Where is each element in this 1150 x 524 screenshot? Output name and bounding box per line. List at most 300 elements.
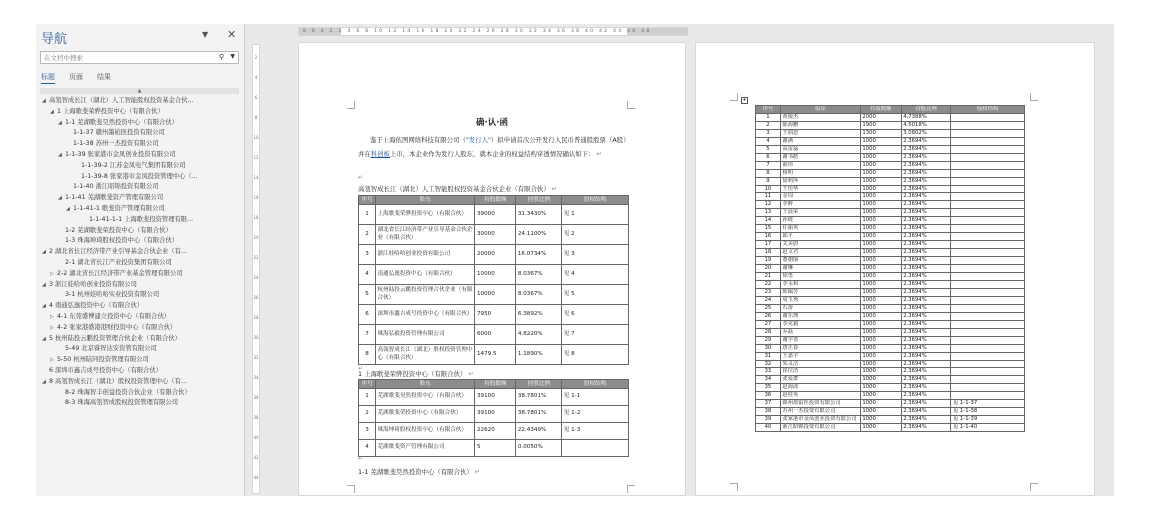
expand-arrow-icon[interactable]: ▷ (50, 270, 54, 277)
table-cell[interactable]: 黄俊杰 (780, 113, 860, 121)
table-cell[interactable] (951, 153, 1025, 161)
nav-heading-item[interactable] (36, 150, 245, 161)
nav-heading-item[interactable] (36, 388, 245, 399)
table-cell[interactable]: 2.3694% (901, 392, 951, 400)
table-cell[interactable] (951, 312, 1025, 320)
table-row[interactable] (756, 129, 1025, 137)
table-cell[interactable] (951, 376, 1025, 384)
table-cell[interactable]: 2.3694% (901, 177, 951, 185)
table-cell[interactable]: 1000 (860, 225, 901, 233)
table-cell[interactable]: 2.3694% (901, 336, 951, 344)
table-cell[interactable]: 1000 (860, 273, 901, 281)
table-cell[interactable]: 1.1890% (516, 345, 562, 365)
table-cell[interactable]: 邱平 (780, 233, 860, 241)
table-cell[interactable]: 谢满 (780, 137, 860, 145)
table-cell[interactable]: 2.3694% (901, 424, 951, 432)
shareholder-table[interactable] (358, 379, 629, 457)
table-cell[interactable]: 20 (756, 265, 781, 273)
search-icon[interactable]: ⚲ (218, 53, 224, 61)
nav-heading-item[interactable] (36, 107, 245, 118)
table-cell[interactable]: 23 (756, 288, 781, 296)
table-cell[interactable]: 见 5 (562, 285, 629, 305)
nav-heading-item[interactable] (36, 269, 245, 280)
table-cell[interactable]: 1000 (860, 392, 901, 400)
tab-pages[interactable]: 页面 (69, 73, 83, 81)
nav-scroll-up-icon[interactable]: ▲ (40, 88, 239, 94)
table-cell[interactable]: 28 (756, 328, 781, 336)
table-cell[interactable]: 38.7801% (516, 406, 562, 423)
nav-heading-item[interactable] (36, 193, 245, 204)
nav-close-icon[interactable]: ✕ (227, 28, 237, 41)
table-cell[interactable] (951, 273, 1025, 281)
table-cell[interactable]: 1000 (860, 360, 901, 368)
table-cell[interactable]: 1000 (860, 209, 901, 217)
table-cell[interactable]: 1000 (860, 241, 901, 249)
table-cell[interactable]: 谢书皓 (780, 153, 860, 161)
table-cell[interactable]: 25 (756, 304, 781, 312)
table-cell[interactable]: 1000 (860, 376, 901, 384)
table-cell[interactable]: 2.3694% (901, 273, 951, 281)
table-row[interactable] (756, 416, 1025, 424)
table-row[interactable] (756, 328, 1025, 336)
table-cell[interactable]: 1000 (860, 328, 901, 336)
shareholder-table[interactable] (755, 105, 1025, 432)
table-cell[interactable]: 3 (359, 245, 376, 265)
nav-heading-item[interactable] (36, 280, 245, 291)
table-row[interactable] (359, 225, 629, 245)
table-caption[interactable]: 1-1 芜湖歌斐昊然投资中心（有限合伙） ↵ (358, 468, 481, 476)
table-row[interactable] (756, 392, 1025, 400)
table-row[interactable] (756, 177, 1025, 185)
table-cell[interactable]: 石涛 (780, 304, 860, 312)
search-dropdown-icon[interactable]: ▼ (230, 53, 235, 60)
table-cell[interactable]: 39100 (475, 389, 516, 406)
table-cell[interactable] (951, 137, 1025, 145)
table-cell[interactable]: 2.3694% (901, 153, 951, 161)
table-row[interactable] (359, 389, 629, 406)
table-row[interactable] (756, 408, 1025, 416)
table-cell[interactable]: 赵文君 (780, 249, 860, 257)
table-row[interactable] (756, 145, 1025, 153)
table-cell[interactable]: 3.0802% (901, 129, 951, 137)
table-cell[interactable]: 徐勇 (780, 273, 860, 281)
expand-arrow-icon[interactable]: ◢ (58, 195, 62, 202)
table-row[interactable] (756, 344, 1025, 352)
table-cell[interactable]: 10000 (475, 285, 516, 305)
table-cell[interactable]: 珠海弘毅投资管理有限公司 (375, 325, 475, 345)
table-cell[interactable]: 1000 (860, 185, 901, 193)
table-row[interactable] (756, 153, 1025, 161)
table-cell[interactable]: 10 (756, 185, 781, 193)
table-cell[interactable]: 俞伟 (780, 161, 860, 169)
table-cell[interactable]: 2.3694% (901, 384, 951, 392)
table-cell[interactable]: 1000 (860, 249, 901, 257)
table-cell[interactable]: 24.1100% (516, 225, 562, 245)
nav-heading-item[interactable] (36, 204, 245, 215)
table-cell[interactable]: 12 (756, 201, 781, 209)
table-row[interactable] (756, 113, 1025, 121)
table-cell[interactable]: 16 (756, 233, 781, 241)
table-cell[interactable]: 1000 (860, 169, 901, 177)
table-row[interactable] (359, 245, 629, 265)
nav-heading-item[interactable] (36, 139, 245, 150)
table-cell[interactable]: 4.5018% (901, 121, 951, 129)
table-cell[interactable]: 见 1-1 (562, 389, 629, 406)
table-cell[interactable]: 1000 (860, 201, 901, 209)
table-cell[interactable]: 5 (475, 440, 516, 457)
table-cell[interactable]: 高雷磊 (780, 145, 860, 153)
table-cell[interactable] (951, 280, 1025, 288)
table-cell[interactable]: 7 (756, 161, 781, 169)
table-cell[interactable]: 22 (756, 280, 781, 288)
table-cell[interactable] (951, 249, 1025, 257)
table-cell[interactable]: 4 (359, 440, 376, 457)
table-cell[interactable]: 3 (359, 423, 376, 440)
table-cell[interactable]: 29 (756, 336, 781, 344)
table-row[interactable] (756, 352, 1025, 360)
table-cell[interactable]: 22620 (475, 423, 516, 440)
table-cell[interactable]: 2.3694% (901, 169, 951, 177)
table-cell[interactable]: 杨明 (780, 169, 860, 177)
table-row[interactable] (359, 440, 629, 457)
table-cell[interactable]: 1000 (860, 257, 901, 265)
table-cell[interactable] (951, 328, 1025, 336)
table-cell[interactable]: 2.3694% (901, 280, 951, 288)
table-cell[interactable]: 周玉秀 (780, 296, 860, 304)
table-cell[interactable]: 18 (756, 249, 781, 257)
table-cell[interactable]: 王晨荣 (780, 209, 860, 217)
table-cell[interactable]: 8.0367% (516, 285, 562, 305)
nav-heading-item[interactable] (36, 182, 245, 193)
table-cell[interactable]: 4 (756, 137, 781, 145)
table-cell[interactable]: 1000 (860, 400, 901, 408)
table-cell[interactable]: 1000 (860, 265, 901, 273)
table-cell[interactable] (951, 177, 1025, 185)
table-cell[interactable]: 2.3694% (901, 416, 951, 424)
table-row[interactable] (359, 205, 629, 225)
table-cell[interactable]: 4 (359, 265, 376, 285)
table-cell[interactable]: 1000 (860, 320, 901, 328)
table-row[interactable] (359, 285, 629, 305)
table-caption[interactable]: 1 上海歌斐荣骅投资中心（有限合伙） ↵ (358, 370, 474, 378)
table-row[interactable] (756, 288, 1025, 296)
table-cell[interactable]: 36 (756, 392, 781, 400)
table-row[interactable] (359, 265, 629, 285)
table-cell[interactable]: 13 (756, 209, 781, 217)
table-cell[interactable]: 张爱群 (780, 376, 860, 384)
table-cell[interactable]: 1000 (860, 352, 901, 360)
table-cell[interactable]: 陈海鹏 (780, 121, 860, 129)
table-cell[interactable] (951, 129, 1025, 137)
table-cell[interactable]: 2.3694% (901, 288, 951, 296)
table-cell[interactable]: 任丽英 (780, 225, 860, 233)
table-row[interactable] (359, 423, 629, 440)
table-cell[interactable]: 1000 (860, 424, 901, 432)
table-cell[interactable]: 1000 (860, 288, 901, 296)
table-cell[interactable]: 张家港市金凤创业投资有限公司 (780, 416, 860, 424)
table-cell[interactable]: 孙琏 (780, 217, 860, 225)
table-cell[interactable]: 1000 (860, 304, 901, 312)
table-cell[interactable]: 2.3694% (901, 233, 951, 241)
table-cell[interactable] (951, 185, 1025, 193)
table-cell[interactable]: 2.3694% (901, 400, 951, 408)
expand-arrow-icon[interactable]: ▷ (50, 324, 54, 331)
table-cell[interactable]: 谢学善 (780, 336, 860, 344)
table-cell[interactable] (951, 145, 1025, 153)
table-cell[interactable]: 2.3694% (901, 296, 951, 304)
nav-search-input[interactable] (40, 51, 239, 64)
table-row[interactable] (756, 360, 1025, 368)
table-row[interactable] (756, 225, 1025, 233)
nav-heading-item[interactable] (36, 215, 245, 226)
table-cell[interactable]: 1000 (860, 280, 901, 288)
table-cell[interactable]: 2.3694% (901, 408, 951, 416)
table-cell[interactable]: 李克毅 (780, 320, 860, 328)
table-row[interactable] (756, 201, 1025, 209)
nav-heading-item[interactable] (36, 344, 245, 355)
nav-options-chevron-icon[interactable]: ▼ (202, 30, 209, 39)
table-cell[interactable]: 8 (359, 345, 376, 365)
document-page-2[interactable] (695, 42, 1095, 496)
expand-arrow-icon[interactable]: ▷ (50, 313, 54, 320)
table-cell[interactable]: 32 (756, 360, 781, 368)
table-cell[interactable]: 1000 (860, 416, 901, 424)
table-cell[interactable]: 2.3694% (901, 201, 951, 209)
table-row[interactable] (756, 273, 1025, 281)
table-cell[interactable]: 杭州陆投云鹏投资管理合伙企业（有限合伙） (375, 285, 475, 305)
table-cell[interactable] (951, 368, 1025, 376)
table-cell[interactable]: 珠海坤琦股权投资中心（有限合伙） (375, 423, 475, 440)
table-cell[interactable]: 2.3694% (901, 360, 951, 368)
table-cell[interactable]: 赣州墨铂医投资有限公司 (780, 400, 860, 408)
table-cell[interactable] (951, 344, 1025, 352)
table-cell[interactable]: 1000 (860, 145, 901, 153)
table-cell[interactable]: 35 (756, 384, 781, 392)
table-row[interactable] (359, 325, 629, 345)
table-cell[interactable]: 38.7801% (516, 389, 562, 406)
table-cell[interactable] (951, 241, 1025, 249)
table-cell[interactable]: 10000 (475, 265, 516, 285)
table-row[interactable] (756, 209, 1025, 217)
table-cell[interactable]: 王润恩 (780, 129, 860, 137)
table-cell[interactable]: 浙江娃哈哈创业投资有限公司 (375, 245, 475, 265)
nav-heading-item[interactable] (36, 312, 245, 323)
table-row[interactable] (756, 185, 1025, 193)
table-cell[interactable]: 2.3694% (901, 193, 951, 201)
table-cell[interactable]: 2.3694% (901, 344, 951, 352)
table-cell[interactable]: 30000 (475, 225, 516, 245)
tab-headings[interactable]: 标题 (41, 72, 55, 84)
table-cell[interactable]: 李鲜 (780, 201, 860, 209)
nav-heading-item[interactable] (36, 161, 245, 172)
table-cell[interactable]: 2 (359, 406, 376, 423)
table-cell[interactable]: 17 (756, 241, 781, 249)
table-cell[interactable]: 22.4349% (516, 423, 562, 440)
table-cell[interactable] (951, 265, 1025, 273)
table-cell[interactable]: 2.3694% (901, 161, 951, 169)
body-paragraph[interactable]: 鉴于上海依图网络科技有限公司（"发行人"）拟申请首次公开发行人民币普通股股票（A股）并在科创板上市，本企业作为发行人股东，就本企业的权益结构穿透情况确认如下： ↵ (358, 136, 630, 158)
table-cell[interactable]: 7 (359, 325, 376, 345)
table-cell[interactable]: 38 (756, 408, 781, 416)
table-cell[interactable] (951, 336, 1025, 344)
table-cell[interactable] (951, 296, 1025, 304)
table-row[interactable] (756, 312, 1025, 320)
table-cell[interactable]: 16.0734% (516, 245, 562, 265)
table-cell[interactable]: 乔磊 (780, 328, 860, 336)
table-cell[interactable]: 1000 (860, 296, 901, 304)
table-cell[interactable]: 见 6 (562, 305, 629, 325)
table-cell[interactable]: 2000 (860, 113, 901, 121)
table-cell[interactable]: 7950 (475, 305, 516, 325)
table-cell[interactable]: 2.3694% (901, 328, 951, 336)
table-cell[interactable]: 1 (359, 389, 376, 406)
table-cell[interactable] (951, 169, 1025, 177)
table-cell[interactable]: 湖北省长江经济带产业引导基金合伙企业（有限合伙） (375, 225, 475, 245)
nav-heading-item[interactable] (36, 226, 245, 237)
table-cell[interactable]: 朱灵洁 (780, 360, 860, 368)
table-cell[interactable]: 王嘉宇 (780, 352, 860, 360)
expand-arrow-icon[interactable]: ◢ (58, 119, 62, 126)
table-cell[interactable]: 0.0050% (516, 440, 562, 457)
table-cell[interactable]: 苏州一杰投资有限公司 (780, 408, 860, 416)
nav-heading-item[interactable] (36, 323, 245, 334)
table-row[interactable] (756, 400, 1025, 408)
nav-heading-item[interactable] (36, 247, 245, 258)
table-row[interactable] (756, 241, 1025, 249)
table-cell[interactable]: 1000 (860, 177, 901, 185)
table-cell[interactable]: 31.3430% (516, 205, 562, 225)
table-caption[interactable]: 高瓴智成长江（湖北）人工智能股权投资基金合伙企业（有限合伙） ↵ (358, 185, 558, 193)
nav-heading-item[interactable] (36, 377, 245, 388)
table-cell[interactable]: 李永和 (780, 280, 860, 288)
table-cell[interactable] (951, 320, 1025, 328)
table-cell[interactable] (951, 304, 1025, 312)
table-cell[interactable] (951, 217, 1025, 225)
table-cell[interactable]: 2.3694% (901, 185, 951, 193)
table-cell[interactable]: 1000 (860, 408, 901, 416)
table-cell[interactable]: 见 1-1-38 (951, 408, 1025, 416)
table-cell[interactable]: 高瓴智成长江（湖北）股权投资管理中心（有限合伙） (375, 345, 475, 365)
table-cell[interactable]: 1000 (860, 217, 901, 225)
table-cell[interactable]: 唐正春 (780, 344, 860, 352)
table-row[interactable] (756, 424, 1025, 432)
table-cell[interactable]: 艾美蔚 (780, 241, 860, 249)
table-cell[interactable]: 见 1-1-37 (951, 400, 1025, 408)
table-cell[interactable]: 赵桂英 (780, 392, 860, 400)
table-cell[interactable]: 见 1-3 (562, 423, 629, 440)
table-row[interactable] (756, 233, 1025, 241)
table-cell[interactable]: 上海歌斐荣骅投资中心（有限合伙） (375, 205, 475, 225)
expand-arrow-icon[interactable]: ◢ (66, 205, 70, 212)
table-cell[interactable]: 2 (756, 121, 781, 129)
table-cell[interactable]: 20000 (475, 245, 516, 265)
table-cell[interactable]: 2.3694% (901, 225, 951, 233)
table-cell[interactable]: 37 (756, 400, 781, 408)
table-cell[interactable]: 1000 (860, 193, 901, 201)
nav-heading-item[interactable] (36, 334, 245, 345)
table-cell[interactable] (951, 121, 1025, 129)
nav-heading-item[interactable] (36, 128, 245, 139)
expand-arrow-icon[interactable]: ◢ (42, 281, 46, 288)
expand-arrow-icon[interactable]: ◢ (42, 303, 46, 310)
nav-heading-item[interactable] (36, 355, 245, 366)
table-cell[interactable]: 14 (756, 217, 781, 225)
table-cell[interactable]: 39 (756, 416, 781, 424)
table-cell[interactable]: 1 (359, 205, 376, 225)
expand-arrow-icon[interactable]: ◢ (58, 151, 62, 158)
table-cell[interactable]: 1000 (860, 233, 901, 241)
table-row[interactable] (756, 193, 1025, 201)
nav-heading-item[interactable] (36, 258, 245, 269)
table-row[interactable] (756, 376, 1025, 384)
table-cell[interactable]: 谢琳 (780, 265, 860, 273)
table-cell[interactable]: 39000 (475, 205, 516, 225)
table-cell[interactable]: 1000 (860, 336, 901, 344)
table-cell[interactable]: 见 1-1-40 (951, 424, 1025, 432)
table-row[interactable] (756, 137, 1025, 145)
table-cell[interactable]: 5 (756, 145, 781, 153)
table-cell[interactable]: 见 1-2 (562, 406, 629, 423)
table-cell[interactable]: 王恒华 (780, 185, 860, 193)
table-cell[interactable]: 2.3694% (901, 304, 951, 312)
table-cell[interactable]: 见 4 (562, 265, 629, 285)
table-cell[interactable]: 8.0367% (516, 265, 562, 285)
nav-heading-item[interactable] (36, 301, 245, 312)
nav-heading-item[interactable] (36, 172, 245, 183)
table-cell[interactable]: 33 (756, 368, 781, 376)
table-cell[interactable]: 21 (756, 273, 781, 281)
expand-arrow-icon[interactable]: ◢ (42, 335, 46, 342)
table-cell[interactable]: 芜湖歌斐昊然投资中心（有限合伙） (375, 389, 475, 406)
table-cell[interactable]: 1000 (860, 312, 901, 320)
table-row[interactable] (756, 296, 1025, 304)
table-cell[interactable] (951, 209, 1025, 217)
table-row[interactable] (756, 320, 1025, 328)
table-cell[interactable]: 2.3694% (901, 249, 951, 257)
table-cell[interactable]: 24 (756, 296, 781, 304)
table-cell[interactable] (951, 201, 1025, 209)
table-cell[interactable]: 1300 (860, 129, 901, 137)
table-cell[interactable] (951, 360, 1025, 368)
table-cell[interactable] (562, 440, 629, 457)
table-cell[interactable]: 徐莉萍 (780, 177, 860, 185)
nav-heading-item[interactable] (36, 96, 245, 107)
table-cell[interactable]: 2.3694% (901, 312, 951, 320)
table-cell[interactable]: 26 (756, 312, 781, 320)
table-row[interactable] (359, 345, 629, 365)
table-cell[interactable]: 2.3694% (901, 145, 951, 153)
nav-heading-item[interactable] (36, 366, 245, 377)
table-row[interactable] (756, 280, 1025, 288)
table-cell[interactable] (951, 288, 1025, 296)
table-cell[interactable]: 金周 (780, 193, 860, 201)
table-cell[interactable]: 2.3694% (901, 352, 951, 360)
table-cell[interactable]: 2.3694% (901, 137, 951, 145)
expand-arrow-icon[interactable]: ◢ (42, 249, 46, 256)
table-cell[interactable]: 芜湖歌斐资产管理有限公司 (375, 440, 475, 457)
tab-results[interactable]: 结果 (97, 73, 111, 81)
table-cell[interactable]: 30 (756, 344, 781, 352)
table-cell[interactable]: 11 (756, 193, 781, 201)
table-cell[interactable]: 见 8 (562, 345, 629, 365)
table-row[interactable] (756, 304, 1025, 312)
table-cell[interactable]: 4.8220% (516, 325, 562, 345)
table-row[interactable] (359, 305, 629, 325)
table-cell[interactable]: 15 (756, 225, 781, 233)
table-cell[interactable]: 2.3694% (901, 257, 951, 265)
table-cell[interactable]: 浙江昭锦投资有限公司 (780, 424, 860, 432)
table-cell[interactable]: 董朝丽 (780, 257, 860, 265)
